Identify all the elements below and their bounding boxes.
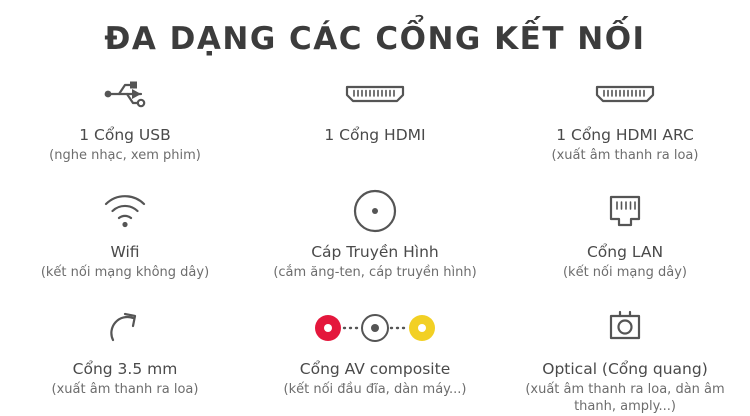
usb-icon [97,68,153,120]
coaxial-antenna-icon [351,185,399,237]
hdmi-arc-port-icon [591,68,659,120]
grid-item-lan [500,179,750,296]
lan-port-icon [603,185,647,237]
grid-item-sub: (kết nối mạng dây) [562,265,687,281]
grid-item-av [250,296,500,416]
grid-item-sub: (cắm ăng-ten, cáp truyền hình) [273,265,477,281]
grid-item-label: 1 Cổng USB [79,126,171,144]
grid-item-label: 1 Cổng HDMI [324,126,426,144]
grid-item-coaxial [250,179,500,296]
headphone-jack-icon [103,302,147,354]
grid-item-label: Cáp Truyền Hình [311,242,439,261]
grid-item-sub: (kết nối mạng không dây) [40,265,210,281]
grid-item-sub: (nghe nhạc, xem phim) [49,148,201,164]
grid-item-optical [500,296,750,416]
grid-item-label: 1 Cổng HDMI ARC [556,126,694,144]
grid-item-sub: (kết nối đầu đĩa, dàn máy...) [283,382,467,398]
grid-item-label: Cổng LAN [586,242,664,261]
grid-item-sub: (xuất âm thanh ra loa) [551,148,699,164]
grid-item-label: Optical (Cổng quang) [542,359,708,378]
grid-item-sub: (xuất âm thanh ra loa) [51,382,199,398]
grid-item-wifi [0,179,250,296]
grid-item-label: Wifi [110,242,140,261]
page-title: ĐA DẠNG CÁC CỔNG KẾT NỐI [104,21,646,57]
grid-item-sub: (xuất âm thanh ra loa, dàn âm thanh, amply...) [525,382,725,415]
optical-port-icon [603,302,647,354]
grid-item-label: Cổng AV composite [299,359,451,378]
av-composite-icon [310,302,440,354]
grid-item-label: Cổng 3.5 mm [72,359,178,378]
connection-ports-grid [0,62,750,416]
wifi-icon [100,185,150,237]
hdmi-port-icon [341,68,409,120]
grid-item-usb [0,62,250,179]
grid-item-jack35 [0,296,250,416]
grid-item-hdmi-arc [500,62,750,179]
grid-item-hdmi [250,62,500,179]
